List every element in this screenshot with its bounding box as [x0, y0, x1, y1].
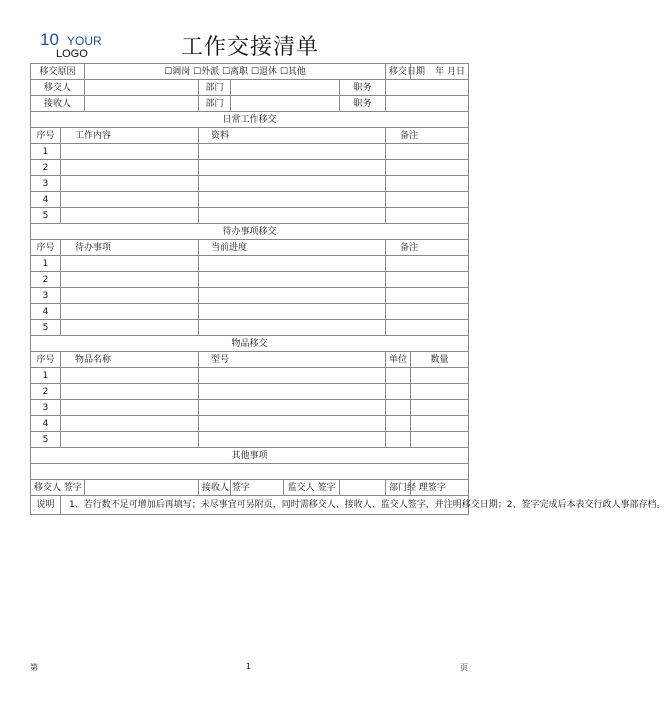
- table-cell[interactable]: [199, 304, 386, 320]
- receiver-signature-label: 接收人 签字: [199, 480, 231, 496]
- col-item-name: 物品名称: [61, 352, 199, 368]
- supervisor-signature-label: 监交人 签字: [284, 480, 340, 496]
- handover-form: [30, 63, 665, 515]
- giver-signature-cell[interactable]: [85, 480, 199, 496]
- table-cell[interactable]: [61, 192, 199, 208]
- table-cell[interactable]: [199, 368, 386, 384]
- date-value[interactable]: 年 月日: [411, 64, 469, 80]
- table-cell[interactable]: [199, 416, 386, 432]
- table-cell[interactable]: [386, 384, 411, 400]
- giver-dept-label: 部门: [199, 80, 231, 96]
- daily-section-header: [31, 112, 469, 128]
- footer-suffix: 页: [460, 663, 468, 672]
- table-cell[interactable]: [61, 416, 199, 432]
- table-cell[interactable]: [199, 144, 386, 160]
- col-quantity: 数量: [411, 352, 469, 368]
- row-seq: 4: [31, 304, 61, 320]
- col-seq: 序号: [31, 352, 61, 368]
- reason-label: 移交原因: [31, 64, 85, 80]
- table-row: [31, 432, 469, 448]
- logo-your: YOUR: [67, 34, 102, 48]
- row-seq: 1: [31, 256, 61, 272]
- table-cell[interactable]: [386, 304, 469, 320]
- table-row: [31, 208, 469, 224]
- table-row: [31, 368, 469, 384]
- pending-section-header: [31, 224, 469, 240]
- table-row: [31, 144, 469, 160]
- table-cell[interactable]: [61, 144, 199, 160]
- col-progress: 当前进度: [199, 240, 386, 256]
- row-seq: 1: [31, 368, 61, 384]
- table-row: [31, 304, 469, 320]
- supervisor-signature-cell[interactable]: [340, 480, 386, 496]
- col-pending-item: 待办事项: [61, 240, 199, 256]
- note-row: [31, 496, 469, 515]
- table-row: [31, 176, 469, 192]
- table-row: [31, 416, 469, 432]
- table-cell[interactable]: [386, 176, 469, 192]
- giver-name-cell[interactable]: [85, 80, 199, 96]
- reason-options[interactable]: ☐调岗 ☐外派 ☐离职 ☐退休 ☐其他: [85, 64, 386, 80]
- col-work-content: 工作内容: [61, 128, 199, 144]
- table-cell[interactable]: [386, 256, 469, 272]
- col-materials: 资料: [199, 128, 386, 144]
- table-cell[interactable]: [61, 176, 199, 192]
- table-cell[interactable]: [61, 160, 199, 176]
- row-seq: 5: [31, 432, 61, 448]
- table-cell[interactable]: [199, 176, 386, 192]
- table-cell[interactable]: [61, 320, 199, 336]
- table-cell[interactable]: [61, 432, 199, 448]
- table-cell[interactable]: [199, 208, 386, 224]
- col-remarks: 备注: [386, 128, 469, 144]
- logo-word: LOGO: [56, 48, 88, 60]
- logo-number: 10: [40, 30, 59, 49]
- row-seq: 2: [31, 272, 61, 288]
- table-cell[interactable]: [61, 256, 199, 272]
- receiver-row: [31, 96, 469, 112]
- table-cell[interactable]: [199, 160, 386, 176]
- table-row: [31, 256, 469, 272]
- items-title: 物品移交: [31, 336, 469, 352]
- table-cell[interactable]: [199, 400, 386, 416]
- row-seq: 4: [31, 416, 61, 432]
- receiver-dept-cell[interactable]: [231, 96, 340, 112]
- items-section-header: [31, 336, 469, 352]
- table-cell[interactable]: [199, 192, 386, 208]
- receiver-position-cell[interactable]: [386, 96, 469, 112]
- giver-signature-label: 移交人 签字: [31, 480, 85, 496]
- manager-signature-label: 部门经 理签字: [386, 480, 411, 496]
- other-title: 其他事项: [31, 448, 469, 464]
- table-cell[interactable]: [411, 384, 469, 400]
- table-cell[interactable]: [61, 288, 199, 304]
- table-row: [31, 320, 469, 336]
- other-content-cell[interactable]: [31, 464, 469, 480]
- page-title: 工作交接清单: [180, 35, 319, 60]
- table-cell[interactable]: [61, 400, 199, 416]
- table-row: [31, 384, 469, 400]
- row-seq: 5: [31, 208, 61, 224]
- date-label: 移交日期: [386, 64, 411, 80]
- daily-title: 日常工作移交: [31, 112, 469, 128]
- table-cell[interactable]: [386, 400, 411, 416]
- daily-col-header: [31, 128, 469, 144]
- other-content-row: [31, 464, 469, 480]
- row-seq: 3: [31, 400, 61, 416]
- giver-position-cell[interactable]: [386, 80, 469, 96]
- table-cell[interactable]: [386, 416, 411, 432]
- reason-row: [31, 64, 469, 80]
- col-model: 型号: [199, 352, 386, 368]
- table-row: [31, 272, 469, 288]
- row-seq: 3: [31, 176, 61, 192]
- receiver-label: 接收人: [31, 96, 85, 112]
- table-cell[interactable]: [386, 272, 469, 288]
- col-seq: 序号: [31, 240, 61, 256]
- table-cell[interactable]: [386, 368, 411, 384]
- table-cell[interactable]: [199, 320, 386, 336]
- table-cell[interactable]: [61, 368, 199, 384]
- row-seq: 5: [31, 320, 61, 336]
- table-cell[interactable]: [386, 320, 469, 336]
- col-unit: 单位: [386, 352, 411, 368]
- table-cell[interactable]: [199, 288, 386, 304]
- table-cell[interactable]: [199, 256, 386, 272]
- table-cell[interactable]: [61, 384, 199, 400]
- table-cell[interactable]: [386, 432, 411, 448]
- row-seq: 1: [31, 144, 61, 160]
- table-row: [31, 400, 469, 416]
- table-cell[interactable]: [386, 208, 469, 224]
- table-cell[interactable]: [411, 416, 469, 432]
- other-section-header: [31, 448, 469, 464]
- table-cell[interactable]: [411, 400, 469, 416]
- row-seq: 3: [31, 288, 61, 304]
- table-cell[interactable]: [386, 144, 469, 160]
- footer-prefix: 第: [30, 663, 38, 672]
- receiver-name-cell[interactable]: [85, 96, 199, 112]
- pending-title: 待办事项移交: [31, 224, 469, 240]
- table-cell[interactable]: [199, 272, 386, 288]
- giver-dept-cell[interactable]: [231, 80, 340, 96]
- items-col-header: [31, 352, 469, 368]
- signature-row: [31, 480, 469, 496]
- note-label: 说明: [31, 496, 61, 515]
- table-row: [31, 192, 469, 208]
- table-cell[interactable]: [386, 288, 469, 304]
- note-text: 1、若行数不足可增加后再填写；未尽事宜可另附页，同时需移交人、接收人、监交人签字，并注明移交日期；2、签字完成后本表交行政人事部存档。: [61, 496, 469, 515]
- table-row: [31, 288, 469, 304]
- col-remarks: 备注: [386, 240, 469, 256]
- table-cell[interactable]: [411, 368, 469, 384]
- table-row: [31, 160, 469, 176]
- table-cell[interactable]: [386, 192, 469, 208]
- col-seq: 序号: [31, 128, 61, 144]
- table-cell[interactable]: [61, 272, 199, 288]
- receiver-dept-label: 部门: [199, 96, 231, 112]
- table-cell[interactable]: [386, 160, 469, 176]
- table-cell[interactable]: [61, 208, 199, 224]
- giver-row: [31, 80, 469, 96]
- table-cell[interactable]: [199, 432, 386, 448]
- table-cell[interactable]: [61, 304, 199, 320]
- row-seq: 2: [31, 160, 61, 176]
- giver-position-label: 职务: [340, 80, 386, 96]
- page-number: 1: [246, 662, 252, 671]
- receiver-position-label: 职务: [340, 96, 386, 112]
- giver-label: 移交人: [31, 80, 85, 96]
- table-cell[interactable]: [411, 432, 469, 448]
- row-seq: 4: [31, 192, 61, 208]
- row-seq: 2: [31, 384, 61, 400]
- pending-col-header: [31, 240, 469, 256]
- table-cell[interactable]: [199, 384, 386, 400]
